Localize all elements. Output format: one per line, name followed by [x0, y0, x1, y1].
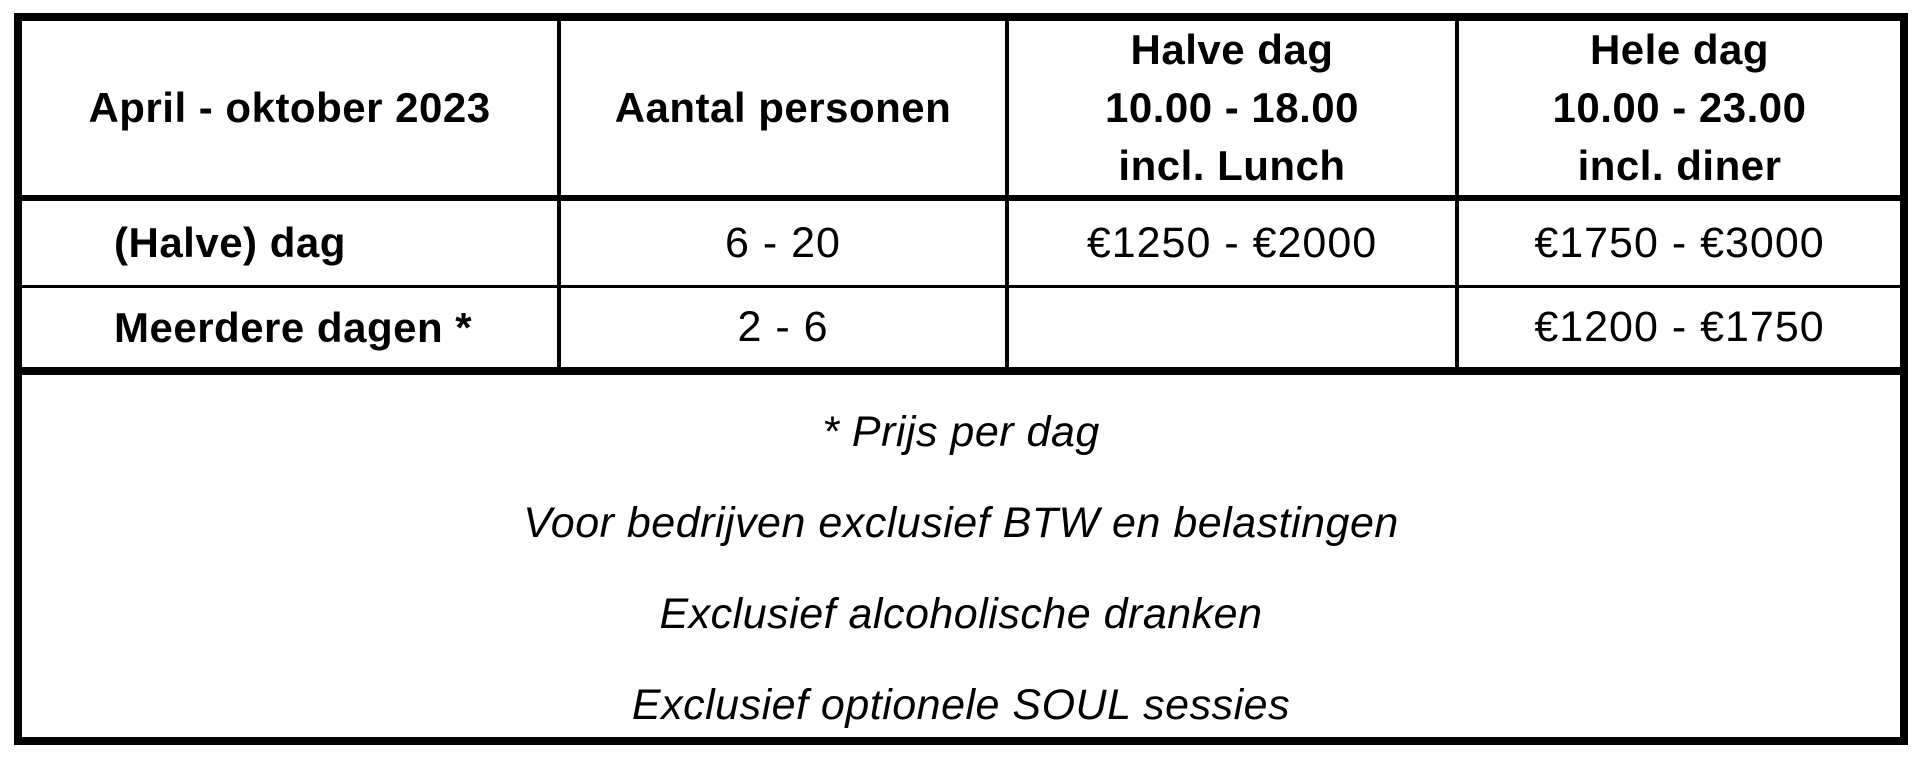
note-soul-sessions: Exclusief optionele SOUL sessies: [631, 681, 1291, 729]
row-full-day-price: €1750 - €3000: [1457, 198, 1900, 287]
row-full-day-price: €1200 - €1750: [1457, 287, 1900, 372]
note-price-per-day: * Prijs per dag: [822, 408, 1100, 456]
header-full-day: [1457, 21, 1900, 198]
header-half-day-hours: 10.00 - 18.00: [1104, 84, 1360, 131]
header-half-day-meal: incl. Lunch: [1118, 142, 1346, 189]
row-half-day-price: [1007, 287, 1457, 372]
table-header-row: [22, 21, 1900, 198]
notes-section: [22, 387, 1900, 751]
header-full-day-meal: incl. diner: [1577, 142, 1782, 189]
row-half-day-price: €1250 - €2000: [1007, 198, 1457, 287]
header-half-day-title: Halve dag: [1130, 26, 1334, 73]
row-persons: 2 - 6: [559, 287, 1007, 372]
price-table: [22, 21, 1900, 375]
header-full-day-title: Hele dag: [1589, 26, 1770, 73]
row-label: Meerdere dagen *: [22, 287, 559, 372]
table-row: [22, 287, 1900, 372]
header-period: April - oktober 2023: [22, 21, 559, 198]
row-label: (Halve) dag: [22, 198, 559, 287]
header-full-day-hours: 10.00 - 23.00: [1552, 84, 1807, 131]
row-persons: 6 - 20: [559, 198, 1007, 287]
table-row: [22, 198, 1900, 287]
header-persons: Aantal personen: [559, 21, 1007, 198]
price-table-frame: [14, 13, 1908, 745]
header-half-day: [1007, 21, 1457, 198]
note-vat: Voor bedrijven exclusief BTW en belastingen: [523, 499, 1399, 547]
note-alcohol: Exclusief alcoholische dranken: [659, 590, 1263, 638]
